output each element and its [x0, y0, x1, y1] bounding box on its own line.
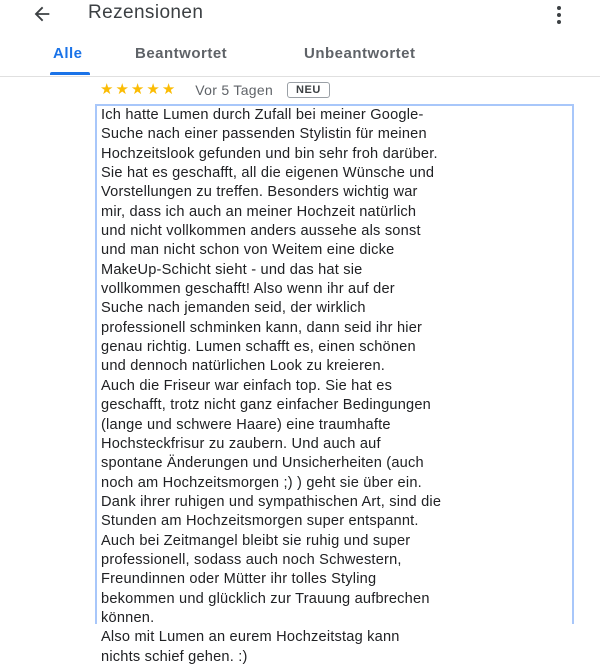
- review-text-box[interactable]: [95, 104, 574, 665]
- star-icon: ★: [146, 81, 160, 98]
- review-filter-tabs: [0, 40, 600, 74]
- tab-alle[interactable]: Alle: [53, 45, 83, 62]
- page-title: Rezensionen: [88, 2, 204, 23]
- review-date: Vor 5 Tagen: [195, 82, 274, 98]
- more-options-button[interactable]: [548, 2, 570, 28]
- more-vert-icon: [557, 6, 561, 10]
- star-icon: ★: [130, 81, 145, 98]
- review-text: Ich hatte Lumen durch Zufall bei meiner Google- Suche nach einer passenden Stylistin für meinen Hochzeitslook gefunden und bin sehr froh darüber. Sie hat es geschafft, all die eigenen Wünsche und Vorstellungen zu treffen. Besonders wichtig war mir, dass ich auch an meiner Hochzeit natürlich und nicht vollkommen anders aussehe als sonst und man nicht schon von Weitem eine dicke MakeUp-Schicht sieht - und das hat sie vollkommen geschafft! Also wenn ihr auf der Suche nach jemanden seid, der wirklich professionell schminken kann, dann seid ihr hier genau richtig. Lumen schafft es, einen schönen und dennoch natürlichen Look zu kreieren. Auch die Friseur war einfach top. Sie hat es geschafft, trotz nicht ganz einfacher Bedingungen (lange und schwere Haare) eine traumhafte Hochsteckfrisur zu zaubern. Und auch auf spontane Änderungen und Unsicherheiten (auch noch am Hochzeitsmorgen ;) ) geht sie über ein. Dank ihrer ruhigen und sympathischen Art, sind die Stunden am Hochzeitsmorgen super entspannt. Auch bei Zeitmangel bleibt sie ruhig und super professionell, sodass auch noch Schwestern, Freundinnen oder Mütter ihr tolles Styling bekommen und glücklich zur Trauung aufbrechen können. Also mit Lumen an eurem Hochzeitstag kann nichts schief gehen. :): [101, 107, 442, 665]
- star-rating: [100, 82, 175, 98]
- app-bar: [0, 0, 600, 30]
- new-badge: NEU: [287, 82, 330, 98]
- arrow-back-icon: [31, 3, 53, 25]
- star-icon: ★: [161, 81, 176, 98]
- tab-unbeantwortet[interactable]: Unbeantwortet: [304, 45, 416, 62]
- star-icon: ★: [115, 81, 129, 98]
- star-icon: ★: [100, 81, 114, 98]
- active-tab-indicator: [50, 72, 90, 75]
- review-header: [100, 80, 330, 100]
- back-button[interactable]: [26, 0, 58, 28]
- tabs-divider: [0, 76, 600, 77]
- tab-beantwortet[interactable]: Beantwortet: [135, 45, 228, 62]
